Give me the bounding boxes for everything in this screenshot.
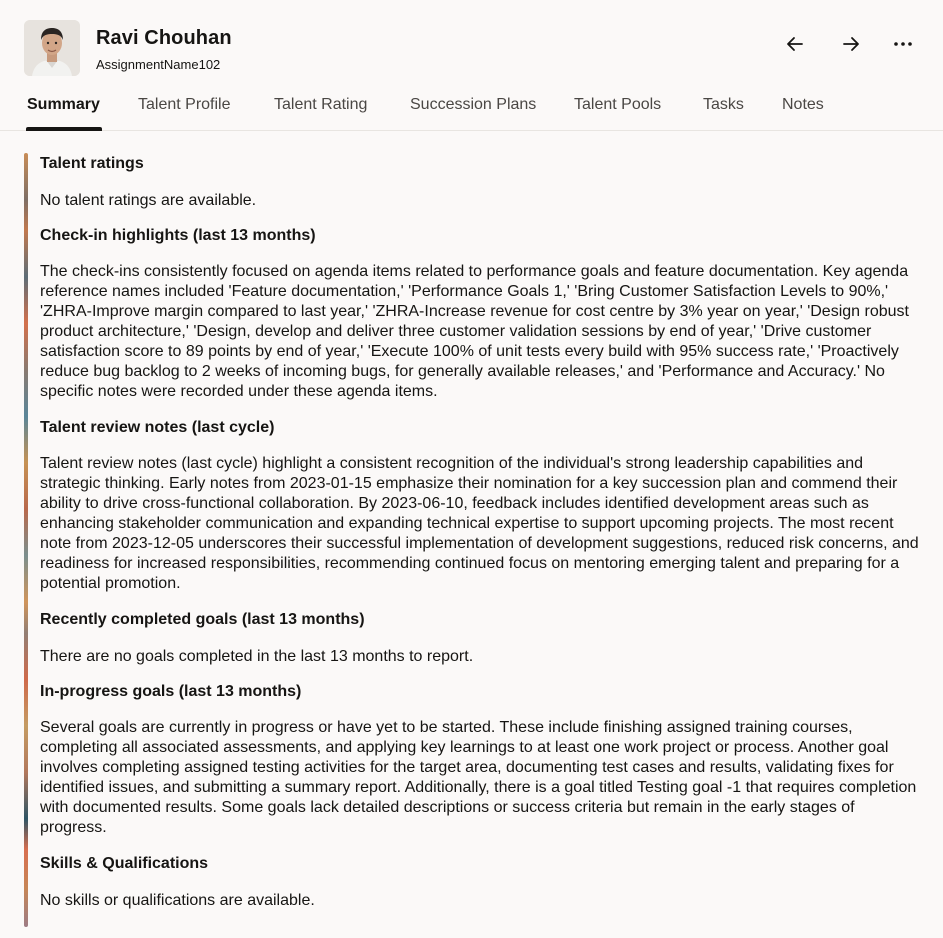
accent-bar — [24, 153, 28, 927]
section-title-in-progress-goals: In-progress goals (last 13 months) — [40, 683, 302, 700]
arrow-left-icon — [785, 34, 805, 54]
tab-talent-pools[interactable]: Talent Pools — [574, 96, 662, 113]
tab-talent-rating[interactable]: Talent Rating — [274, 96, 368, 113]
employee-name: Ravi Chouhan — [96, 27, 232, 49]
tab-talent-profile[interactable]: Talent Profile — [138, 96, 231, 113]
section-body-skills-qualifications: No skills or qualifications are available. — [40, 892, 315, 909]
section-body-talent-review-notes: Talent review notes (last cycle) highlight a consistent recognition of the individual's strong leadership capabilities and strategic thinking. Early notes from 2023-01-15 emphasize their nomination for a key succession plan and commend their ability to drive cross-functional collaboration. By 2023-06-10, feedback includes identified development areas such as enhancing stakeholder communication and expanding technical expertise to support upcoming projects. The most recent note from 2023-12-05 underscores their successful implementation of development suggestions, reduced risk concerns, and readiness for increased responsibilities, recommending continued focus on mentoring emerging talent and preparing for a potential promotion. — [40, 455, 919, 592]
section-title-completed-goals: Recently completed goals (last 13 months) — [40, 611, 365, 628]
assignment-name: AssignmentName102 — [96, 57, 221, 72]
tab-succession-plans[interactable]: Succession Plans — [410, 96, 537, 113]
more-horizontal-icon — [893, 34, 913, 54]
section-title-check-in-highlights: Check-in highlights (last 13 months) — [40, 227, 316, 244]
section-title-talent-ratings: Talent ratings — [40, 155, 144, 172]
section-title-talent-review-notes: Talent review notes (last cycle) — [40, 419, 275, 436]
section-body-talent-ratings: No talent ratings are available. — [40, 192, 257, 209]
section-body-check-in-highlights: The check-ins consistently focused on agenda items related to performance goals and feature documentation. Key agenda reference names included 'Feature documentation,' 'Performance Goals 1,' 'Bring Customer Satisfaction Levels to 90%,' 'ZHRA-Improve margin compared to last year,' 'ZHRA-Increase revenue for cost centre by 3% year on year,' 'Design robust product architecture,' 'Design, develop and deliver three customer validation sessions by end of year,' 'Drive customer satisfaction score to 89 points by end of year,' 'Execute 100% of unit tests every build with 95% success rate,' 'Proactively reduce bug backlog to 2 weeks of incoming bugs, for generally available releases,' and 'Performance and Accuracy.' No specific notes were recorded under these agenda items. — [40, 263, 909, 400]
tab-summary[interactable]: Summary — [27, 96, 100, 113]
tab-notes[interactable]: Notes — [782, 96, 824, 113]
avatar — [24, 20, 80, 76]
section-title-skills-qualifications: Skills & Qualifications — [40, 855, 209, 872]
arrow-right-icon — [841, 34, 861, 54]
back-button[interactable] — [779, 28, 811, 60]
forward-button[interactable] — [835, 28, 867, 60]
section-body-completed-goals: There are no goals completed in the last 13 months to report. — [40, 648, 474, 665]
summary-panel — [0, 131, 943, 938]
section-body-in-progress-goals: Several goals are currently in progress or have yet to be started. These include finishing assigned training courses, completing all associated assessments, and applying key learnings to at least one work project or process. Another goal involves completing assigned testing activities for the target area, documenting test cases and results, validating fixes for identified issues, and submitting a summary report. Additionally, there is a goal titled Testing goal -1 that requires completion with documented results. Some goals lack detailed descriptions or success criteria but remain in the early stages of progress. — [40, 719, 917, 836]
more-actions-button[interactable] — [887, 28, 919, 60]
tab-bar — [0, 90, 943, 131]
page-header — [0, 0, 943, 131]
tab-tasks[interactable]: Tasks — [703, 96, 744, 113]
person-avatar-icon — [24, 20, 80, 76]
